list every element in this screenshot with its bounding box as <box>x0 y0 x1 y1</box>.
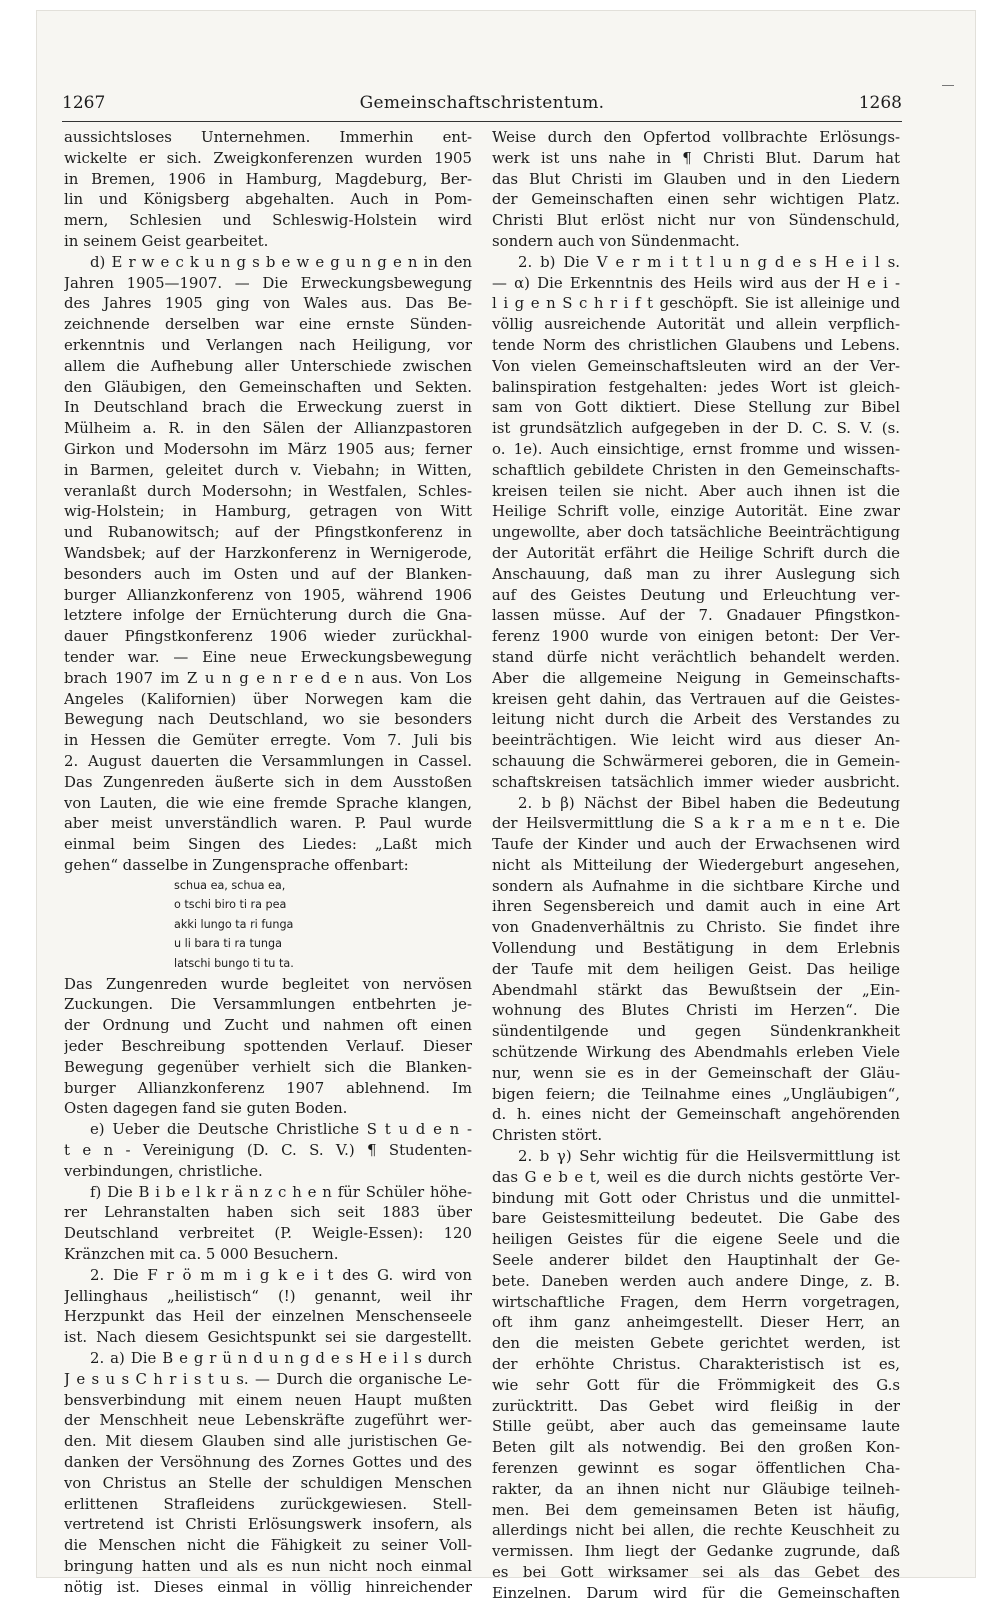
text-line: Taufe der Kinder und auch der Erwachsenen wird <box>492 835 900 854</box>
text-line: ferenz 1900 wurde von einigen betont: Der Ver- <box>492 627 900 646</box>
text-line: kreisen teilen sie nicht. Aber auch ihnen ist die <box>492 481 900 500</box>
text-line: Jahren 1905—1907. — Die Erweckungsbewegung <box>64 273 472 292</box>
verse-line: u li bara ti ra tunga <box>174 937 282 951</box>
text-line: leitung nicht durch die Arbeit des Verstandes zu <box>492 710 900 729</box>
text-line: aussichtsloses Unternehmen. Immerhin ent- <box>64 128 472 146</box>
text-line: zurücktritt. Das Gebet wird fleißig in der <box>492 1396 900 1415</box>
text-line: Kränzchen mit ca. 5 000 Besuchern. <box>64 1245 339 1264</box>
text-line: allerdings nicht bei allen, die rechte Keuschheit zu <box>492 1521 900 1540</box>
text-line: kreisen geht dahin, das Vertrauen auf die Geistes- <box>492 689 900 708</box>
text-line: verbindungen, christliche. <box>64 1161 263 1180</box>
text-line: balinspiration festgehalten: jedes Wort ist gleich- <box>492 377 900 396</box>
text-line: der Menschheit neue Lebenskräfte zugeführt wer- <box>64 1411 472 1430</box>
text-line: erlittenen Strafleidens zurückgewiesen. Stell- <box>64 1494 472 1513</box>
text-line: in Hessen die Gemüter erregte. Vom 7. Juli bis <box>64 731 472 750</box>
text-line: einmal beim Singen des Liedes: „Laßt mich <box>64 835 472 854</box>
text-line: besonders auch im Osten und auf der Blanken- <box>64 564 472 583</box>
text-line: t e n - Vereinigung (D. C. S. V.) ¶ Studenten- <box>64 1141 472 1160</box>
text-line: 2. a) Die B e g r ü n d u n g d e s H e i l s durch <box>90 1349 472 1367</box>
text-line: tender war. — Eine neue Erweckungsbewegung <box>64 647 472 666</box>
text-line: Bewegung gegenüber verhielt sich die Blanken- <box>64 1057 472 1076</box>
text-line: wig-Holstein; in Hamburg, getragen von Witt <box>64 502 472 521</box>
text-line: Seele anderer bildet den Hauptinhalt der Ge- <box>492 1251 900 1270</box>
text-line: den die meisten Gebete gerichtet werden, ist <box>492 1334 900 1353</box>
text-line: burger Allianzkonferenz von 1905, während 1906 <box>64 585 472 604</box>
text-line: men. Bei dem gemeinsamen Beten ist häufig, <box>492 1500 900 1519</box>
text-line: Zuckungen. Die Versammlungen entbehrten je- <box>64 995 472 1014</box>
text-line: beeinträchtigen. Wie leicht wird aus dieser An- <box>492 731 900 750</box>
text-line: auf des Geistes Deutung und Erleuchtung ver- <box>492 585 900 604</box>
text-line: stand dürfe nicht verächtlich behandelt werden. <box>492 647 900 666</box>
text-line: Christen stört. <box>492 1126 603 1145</box>
verse-line: latschi bungo ti tu ta. <box>174 957 294 971</box>
text-line: 2. b) Die V e r m i t t l u n g d e s H e i l s. <box>518 252 900 271</box>
text-line: gehen“ dasselbe in Zungensprache offenbart: <box>64 855 409 874</box>
text-line: das G e b e t, weil es die durch nichts gestörte Ver- <box>492 1167 900 1186</box>
text-line: erkenntnis und Verlangen nach Heiligung, vor <box>64 335 472 354</box>
text-line: den. Mit diesem Glauben sind alle juristischen Ge- <box>64 1432 472 1451</box>
text-line: in seinem Geist gearbeitet. <box>64 231 269 250</box>
text-line: Girkon und Modersohn im März 1905 aus; ferner <box>64 439 472 458</box>
text-line: jeder Beschreibung spottenden Verlauf. Dieser <box>64 1037 472 1056</box>
left-text-column <box>64 127 472 1598</box>
text-line: völlig ausreichende Autorität und allein verpflich- <box>492 315 900 334</box>
header-rule <box>62 121 902 122</box>
text-line: Weise durch den Opfertod vollbrachte Erlösungs- <box>492 128 900 146</box>
verse-line: schua ea, schua ea, <box>174 878 286 892</box>
verse-line: akki lungo ta ri funga <box>174 917 294 931</box>
text-line: bare Geistesmitteilung bedeutet. Die Gabe des <box>492 1209 900 1228</box>
text-line: schauung die Schwärmerei geboren, die in Gemein- <box>492 751 900 770</box>
text-line: f) Die B i b e l k r ä n z c h e n für Schüler höhe- <box>90 1182 472 1201</box>
text-line: ungewollte, aber doch tatsächliche Beeinträchtigung <box>492 523 900 542</box>
text-line: Anschauung, daß man zu ihrer Auslegung sich <box>492 564 900 583</box>
text-line: l i g e n S c h r i f t geschöpft. Sie ist alleinige und <box>492 294 900 313</box>
text-line: Mülheim a. R. in den Sälen der Allianzpastoren <box>64 419 472 438</box>
text-line: letztere infolge der Ernüchterung durch die Gna- <box>64 606 472 625</box>
text-line: der Ordnung und Zucht und nahmen oft einen <box>64 1016 472 1035</box>
running-title: Gemeinschaftschristentum. <box>359 93 605 113</box>
text-line: allem die Aufhebung aller Unterschiede zwischen <box>64 356 472 375</box>
text-line: von Lauten, die wie eine fremde Sprache klangen, <box>64 793 472 812</box>
page-number-right: 1268 <box>858 93 902 113</box>
text-line: Osten dagegen fand sie guten Boden. <box>64 1099 348 1118</box>
text-line: lassen müsse. Auf der 7. Gnadauer Pfingstkon- <box>492 606 900 625</box>
text-line: zeichnende derselben war eine ernste Sünden- <box>64 315 472 334</box>
text-line: oft ihm ganz anheimgestellt. Dieser Herr, an <box>492 1313 900 1332</box>
text-line: in Barmen, geleitet durch v. Viebahn; in Witten, <box>64 460 472 479</box>
text-line: der erhöhte Christus. Charakteristisch ist es, <box>492 1355 900 1374</box>
text-line: wie sehr Gott für die Frömmigkeit des G.s <box>492 1375 900 1394</box>
text-line: ist. Nach diesem Gesichtspunkt sei sie dargestellt. <box>64 1328 472 1347</box>
text-line: den Gläubigen, den Gemeinschaften und Sekten. <box>64 377 472 396</box>
text-line: 2. August dauerten die Versammlungen in Cassel. <box>64 751 472 770</box>
text-line: wohnung des Blutes Christi im Herzen“. Die <box>492 1001 900 1020</box>
text-line: ferenzen gewinnt es sogar öffentlichen Cha- <box>492 1459 900 1477</box>
text-line: dauer Pfingstkonferenz 1906 wieder zurückhal- <box>64 627 472 646</box>
text-line: e) Ueber die Deutsche Christliche S t u d e n - <box>90 1120 472 1139</box>
page-edge-mark <box>942 85 954 86</box>
text-line: der Heilsvermittlung die S a k r a m e n t e. Die <box>492 814 900 833</box>
text-line: burger Allianzkonferenz 1907 ablehnend. Im <box>64 1078 472 1097</box>
text-line: d) E r w e c k u n g s b e w e g u n g e n in den <box>90 252 472 271</box>
text-line: Deutschland verbreitet (P. Weigle-Essen): 120 <box>64 1224 472 1243</box>
text-line: bindung mit Gott oder Christus und die unmittel- <box>492 1188 900 1207</box>
text-line: werk ist uns nahe in ¶ Christi Blut. Darum hat <box>492 148 900 167</box>
text-line: vertretend ist Christi Erlösungswerk insofern, als <box>64 1515 472 1534</box>
text-line: von Christus an Stelle der schuldigen Menschen <box>64 1473 472 1492</box>
text-line: des Jahres 1905 ging von Wales aus. Das Be- <box>64 294 472 313</box>
text-line: in Bremen, 1906 in Hamburg, Magdeburg, Ber- <box>64 169 472 188</box>
text-line: bensverbindung mit einem neuen Haupt mußten <box>64 1390 472 1409</box>
text-line: rer Lehranstalten haben sich seit 1883 über <box>64 1203 472 1222</box>
text-line: In Deutschland brach die Erweckung zuerst in <box>64 398 472 417</box>
text-line: Beten gilt als notwendig. Bei den großen Kon- <box>492 1438 900 1457</box>
text-line: danken der Versöhnung des Zornes Gottes und des <box>64 1452 472 1471</box>
text-line: mern, Schlesien und Schleswig-Holstein wird <box>64 211 472 230</box>
text-line: bete. Daneben werden auch andere Dinge, z. B. <box>492 1271 900 1290</box>
text-line: tende Norm des christlichen Glaubens und Lebens. <box>492 335 900 354</box>
text-line: ihren Segensbereich und damit auch in eine Art <box>492 897 900 916</box>
text-line: J e s u s C h r i s t u s. — Durch die organische Le- <box>64 1369 472 1388</box>
text-line: 2. b β) Nächst der Bibel haben die Bedeutung <box>518 793 900 812</box>
text-line: Herzpunkt das Heil der einzelnen Menschenseele <box>64 1307 472 1326</box>
text-line: von Gnadenverhältnis zu Christo. Sie findet ihre <box>492 918 900 937</box>
text-line: veranlaßt durch Modersohn; in Westfalen, Schles- <box>64 481 472 500</box>
text-line: Abendmahl stärkt das Bewußtsein der „Ein- <box>492 980 900 999</box>
text-line: Heilige Schrift volle, einzige Autorität. Eine zwar <box>492 502 900 521</box>
text-line: aber meist unverständlich waren. P. Paul wurde <box>64 814 472 833</box>
running-header <box>62 92 902 116</box>
text-line: Bewegung nach Deutschland, wo sie besonders <box>64 710 472 729</box>
text-line: ist grundsätzlich aufgegeben in der D. C. S. V. (s. <box>492 419 900 438</box>
text-line: die Menschen nicht die Fähigkeit zu seiner Voll- <box>64 1536 472 1555</box>
text-line: sondern auch von Sündenmacht. <box>492 231 740 250</box>
text-line: der Taufe mit dem heiligen Geist. Das heilige <box>492 959 900 978</box>
text-line: Das Zungenreden wurde begleitet von nervösen <box>64 974 472 993</box>
text-line: — α) Die Erkenntnis des Heils wird aus der H e i - <box>492 273 900 292</box>
text-line: Stille geübt, aber auch das gemeinsame laute <box>492 1417 900 1436</box>
right-text-column <box>492 127 900 1604</box>
text-line: heiligen Geistes für die eigene Seele und die <box>492 1230 900 1249</box>
text-line: schaftskreisen tatsächlich immer wieder ausbricht. <box>492 772 900 791</box>
text-line: der Gemeinschaften einen sehr wichtigen Platz. <box>492 190 900 209</box>
page-number-left: 1267 <box>62 93 106 113</box>
text-line: schützende Wirkung des Abendmahls erleben Viele <box>492 1043 900 1062</box>
text-line: schaftlich gebildete Christen in den Gemeinschafts- <box>492 460 900 479</box>
text-line: sam von Gott diktiert. Diese Stellung zur Bibel <box>492 398 900 417</box>
text-line: sündentilgende und gegen Sündenkrankheit <box>492 1022 900 1041</box>
text-line: Angeles (Kalifornien) über Norwegen kam die <box>64 689 472 708</box>
text-line: Vollendung und Bestätigung in dem Erlebnis <box>492 939 900 958</box>
text-line: Christi Blut erlöst nicht nur von Sündenschuld, <box>492 211 900 230</box>
text-line: Wandsbek; auf der Harzkonferenz in Wernigerode, <box>64 543 472 562</box>
text-line: Einzelnen. Darum wird für die Gemeinschaften <box>492 1583 900 1602</box>
text-line: wickelte er sich. Zweigkonferenzen wurden 1905 <box>64 148 472 167</box>
text-line: lin und Königsberg abgehalten. Auch in Pom- <box>64 190 472 209</box>
text-line: bigen feiern; die Teilnahme eines „Ungläubigen“, <box>492 1084 900 1103</box>
text-line: Von vielen Gemeinschaftsleuten wird an der Ver- <box>492 356 900 375</box>
text-line: 2. Die F r ö m m i g k e i t des G. wird von <box>90 1265 472 1284</box>
text-line: der Autorität erfährt die Heilige Schrift durch die <box>492 543 900 562</box>
text-line: das Blut Christi im Glauben und in den Liedern <box>492 169 900 188</box>
text-line: rakter, da an ihnen nicht nur Gläubige teilneh- <box>492 1479 900 1498</box>
text-line: brach 1907 im Z u n g e n r e d e n aus. Von Los <box>64 668 472 687</box>
text-line: vermissen. Ihm liegt der Gedanke zugrunde, daß <box>492 1542 900 1561</box>
text-line: nötig ist. Dieses einmal in völlig hinreichender <box>64 1577 472 1596</box>
text-line: sondern als Aufnahme in die sichtbare Kirche und <box>492 876 900 895</box>
text-line: wirtschaftliche Fragen, dem Herrn vorgetragen, <box>492 1292 900 1311</box>
text-line: und Rubanowitsch; auf der Pfingstkonferenz in <box>64 523 472 542</box>
text-line: nicht als Mitteilung der Wiedergeburt angesehen, <box>492 855 900 874</box>
text-line: nur, wenn sie es in der Gemeinschaft der Gläu- <box>492 1063 900 1082</box>
text-line: o. 1e). Auch einsichtige, ernst fromme und wissen- <box>492 439 900 458</box>
text-line: es bei Gott wirksamer sei als das Gebet des <box>492 1562 900 1581</box>
text-line: Aber die allgemeine Neigung in Gemeinschafts- <box>492 668 900 687</box>
text-line: Das Zungenreden äußerte sich in dem Ausstoßen <box>64 772 472 791</box>
text-line: 2. b γ) Sehr wichtig für die Heilsvermittlung ist <box>518 1147 900 1166</box>
text-line: bringung hatten und als es nun nicht noch einmal <box>64 1556 472 1575</box>
text-line: Jellinghaus „heilistisch“ (!) genannt, weil ihr <box>64 1286 472 1305</box>
verse-line: o tschi biro ti ra pea <box>174 898 287 912</box>
text-line: d. h. eines nicht der Gemeinschaft angehörenden <box>492 1105 900 1124</box>
